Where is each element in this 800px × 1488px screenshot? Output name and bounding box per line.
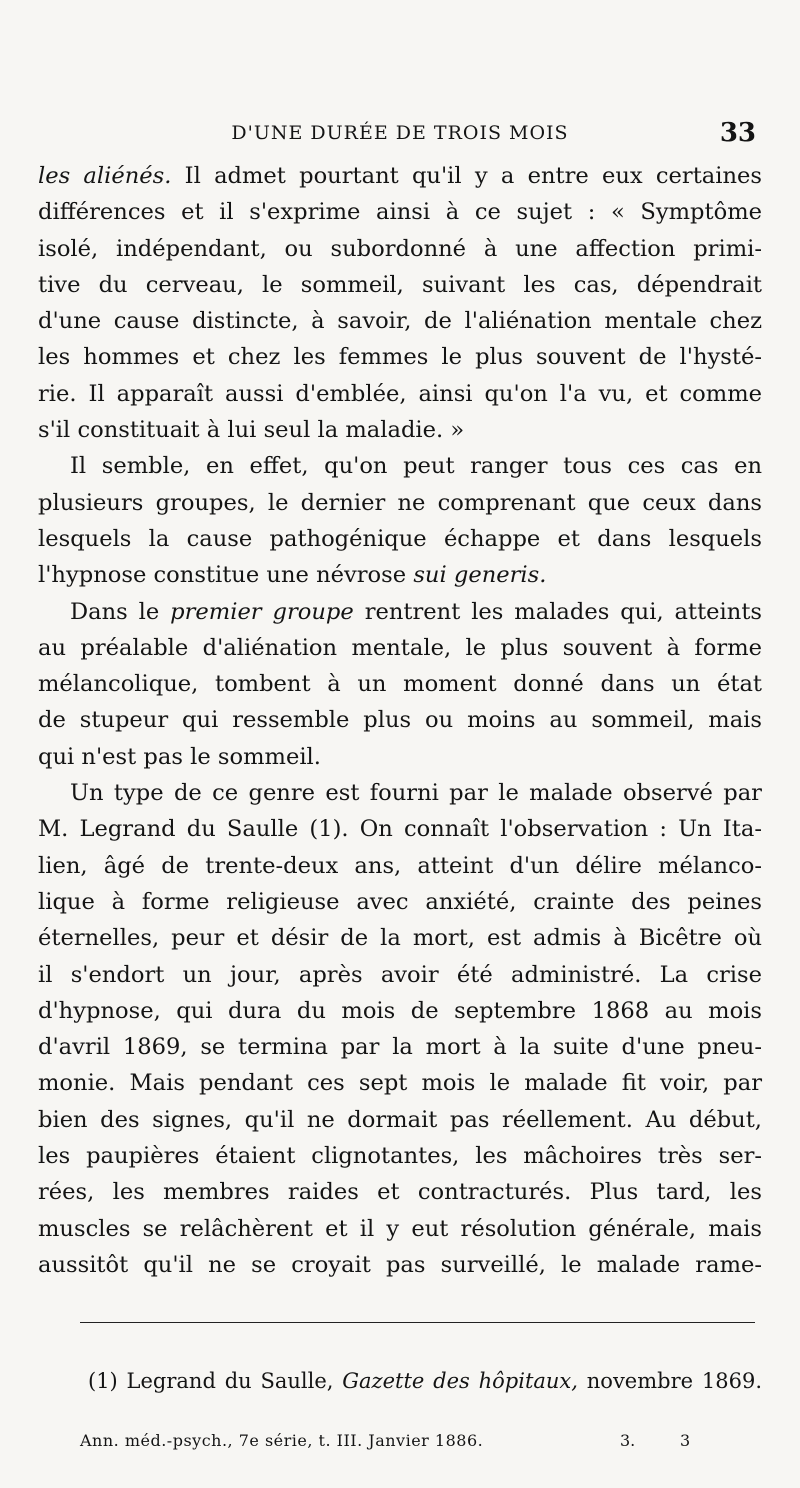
text-line xyxy=(38,448,762,484)
page-number: 33 xyxy=(719,118,756,148)
line-text: s'il constituait à lui seul la maladie. » xyxy=(38,417,465,444)
footnote-suffix: novembre 1869. xyxy=(577,1369,762,1393)
text-line xyxy=(38,1065,762,1101)
line-text: il s'endort un jour, après avoir été administré. La crise xyxy=(38,961,762,988)
line-text: muscles se relâchèrent et il y eut résolution générale, mais xyxy=(38,1215,762,1242)
line-text: Il admet pourtant qu'il y a entre eux certaines xyxy=(171,163,763,189)
footnote xyxy=(88,1366,762,1396)
line-text: d'avril 1869, se termina par la mort à la suite d'une pneu- xyxy=(38,1034,762,1061)
text-line xyxy=(38,1247,762,1283)
line-text: plusieurs groupes, le dernier ne comprenant que ceux dans xyxy=(38,489,762,516)
line-text: rées, les membres raides et contracturés. Plus tard, les xyxy=(38,1179,762,1206)
text-line xyxy=(38,594,762,630)
line-text: qui n'est pas le sommeil. xyxy=(38,743,321,770)
text-line xyxy=(38,267,762,303)
text-line xyxy=(38,739,762,775)
signature-number: 3. xyxy=(620,1431,636,1450)
text-line xyxy=(38,848,762,884)
line-text: d'une cause distincte, à savoir, de l'aliénation mentale chez xyxy=(38,308,762,335)
italic-text: sui generis. xyxy=(413,562,547,589)
body-text xyxy=(38,158,762,1283)
line-text: lien, âgé de trente-deux ans, atteint d'un délire mélanco- xyxy=(38,852,762,879)
line-text: Dans le xyxy=(70,598,171,625)
text-line xyxy=(38,303,762,339)
line-text: isolé, indépendant, ou subordonné à une affection primi- xyxy=(38,235,762,262)
line-text: aussitôt qu'il ne se croyait pas surveillé, le malade rame- xyxy=(38,1251,762,1278)
line-text: tive du cerveau, le sommeil, suivant les cas, dépendrait xyxy=(38,271,762,298)
text-line xyxy=(38,1211,762,1247)
line-text: Un type de ce genre est fourni par le malade observé par xyxy=(70,780,762,807)
text-line xyxy=(38,521,762,557)
text-line xyxy=(38,194,762,230)
text-line xyxy=(38,376,762,412)
footnote-separator xyxy=(80,1322,755,1323)
line-text: d'hypnose, qui dura du mois de septembre 1868 au mois xyxy=(38,997,762,1024)
text-line xyxy=(38,412,762,448)
line-text: de stupeur qui ressemble plus ou moins au sommeil, mais xyxy=(38,707,762,734)
text-line xyxy=(38,666,762,702)
italic-text: premier groupe xyxy=(170,598,354,625)
line-text: M. Legrand du Saulle (1). On connaît l'observation : Un Ita- xyxy=(38,816,762,843)
text-line xyxy=(38,1102,762,1138)
italic-text: les aliénés. xyxy=(38,163,172,189)
text-line xyxy=(38,702,762,738)
text-line xyxy=(38,920,762,956)
line-text: rentrent les malades qui, atteints xyxy=(353,598,763,625)
signature-number: 3 xyxy=(680,1431,691,1450)
line-text: bien des signes, qu'il ne dormait pas réellement. Au début, xyxy=(38,1106,762,1133)
line-text: mélancolique, tombent à un moment donné dans un état xyxy=(38,671,762,698)
line-text: lique à forme religieuse avec anxiété, crainte des peines xyxy=(38,888,762,915)
text-line xyxy=(38,630,762,666)
text-line xyxy=(38,485,762,521)
text-line xyxy=(38,557,762,593)
line-text: les paupières étaient clignotantes, les mâchoires très ser- xyxy=(38,1143,762,1170)
line-text: rie. Il apparaît aussi d'emblée, ainsi qu'on l'a vu, et comme xyxy=(38,380,762,407)
footnote-journal: Gazette des hôpitaux, xyxy=(342,1369,578,1393)
text-line xyxy=(38,775,762,811)
line-text: éternelles, peur et désir de la mort, est admis à Bicêtre où xyxy=(38,925,762,952)
text-line xyxy=(38,884,762,920)
line-text: l'hypnose constitue une névrose xyxy=(38,562,414,589)
line-text: Il semble, en effet, qu'on peut ranger tous ces cas en xyxy=(70,453,762,480)
footnote-prefix: (1) Legrand du Saulle, xyxy=(88,1369,343,1393)
line-text: au préalable d'aliénation mentale, le plus souvent à forme xyxy=(38,634,762,661)
text-line xyxy=(38,158,762,194)
text-line xyxy=(38,1029,762,1065)
line-text: les hommes et chez les femmes le plus souvent de l'hysté- xyxy=(38,344,762,371)
line-text: lesquels la cause pathogénique échappe et dans lesquels xyxy=(38,525,762,552)
page-header xyxy=(40,118,760,152)
text-line xyxy=(38,993,762,1029)
text-line xyxy=(38,339,762,375)
text-line xyxy=(38,811,762,847)
text-line xyxy=(38,231,762,267)
text-line xyxy=(38,957,762,993)
line-text: monie. Mais pendant ces sept mois le malade fit voir, par xyxy=(38,1070,762,1097)
text-line xyxy=(38,1138,762,1174)
text-line xyxy=(38,1174,762,1210)
signature-text: Ann. méd.-psych., 7e série, t. III. Janvier 1886. xyxy=(80,1431,484,1450)
line-text: différences et il s'exprime ainsi à ce sujet : « Symptôme xyxy=(38,199,762,226)
printer-signature xyxy=(80,1426,700,1456)
running-head: D'UNE DURÉE DE TROIS MOIS xyxy=(231,122,569,144)
